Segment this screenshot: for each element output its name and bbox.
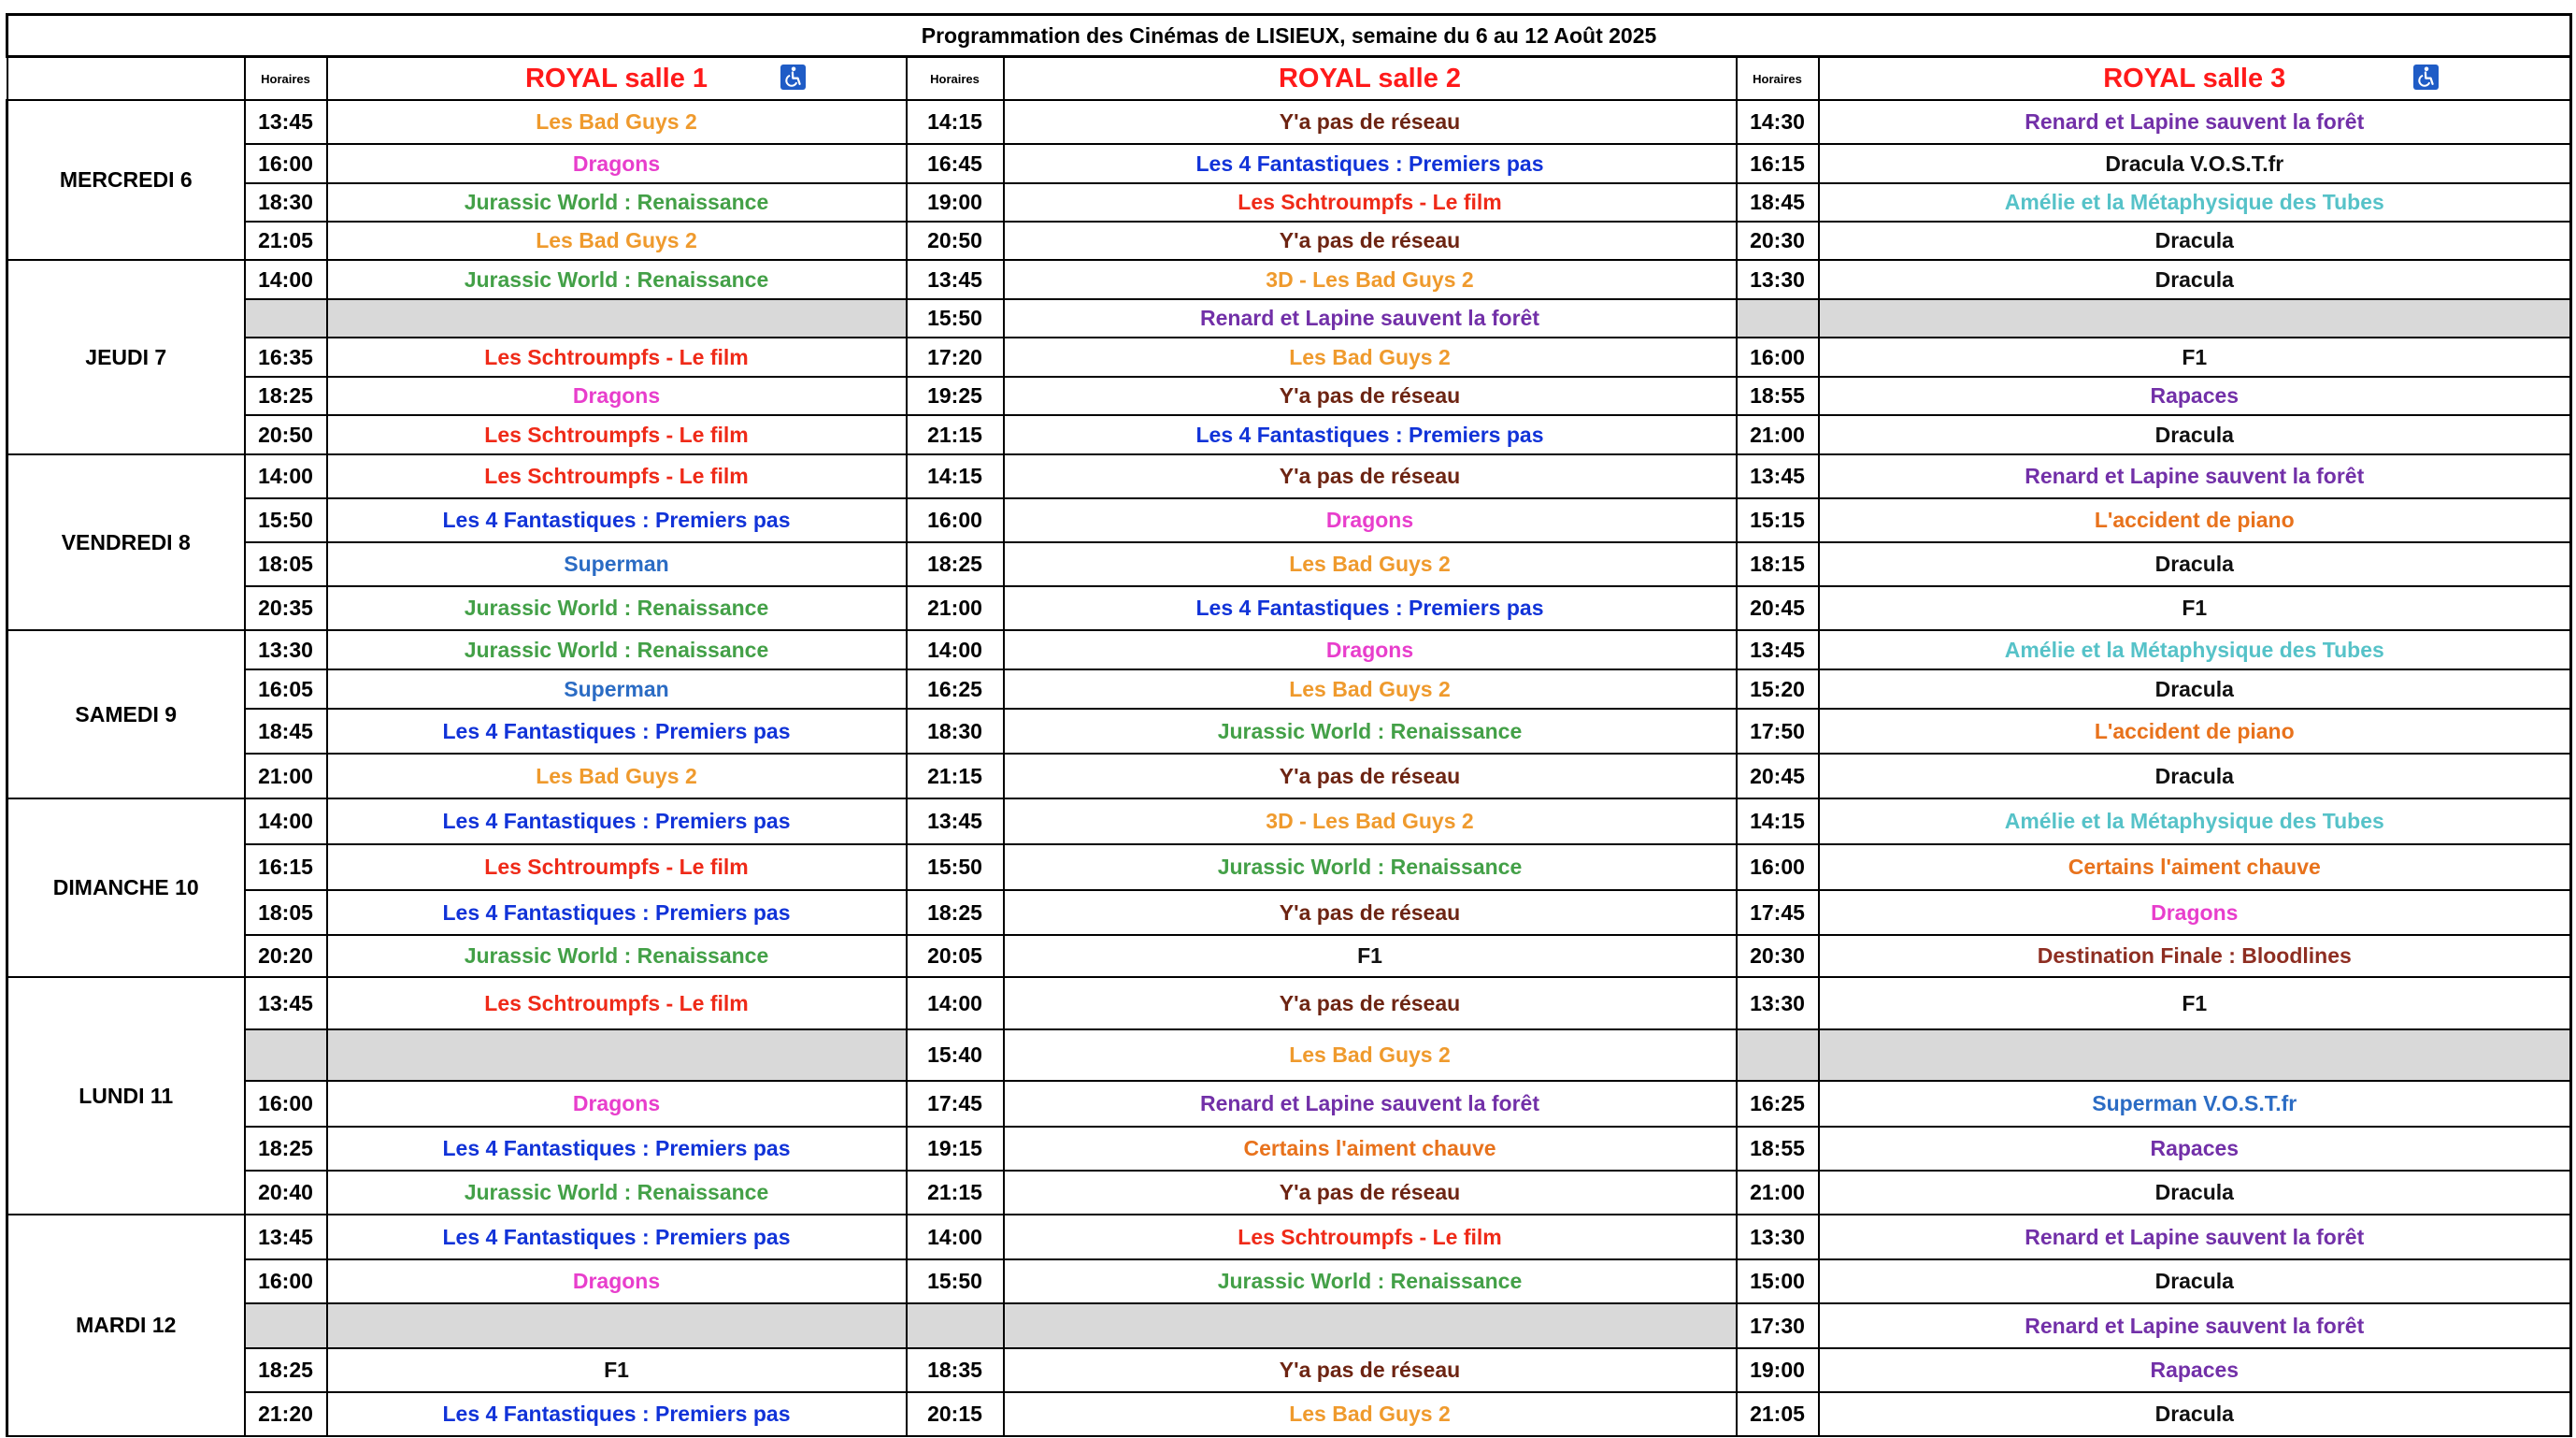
- film-title: Dracula: [1819, 542, 2571, 586]
- showtime-time: 21:20: [245, 1392, 327, 1436]
- film-title: [327, 299, 907, 338]
- showtime-time: 21:05: [1737, 1392, 1819, 1436]
- showtime-time: 16:15: [1737, 144, 1819, 183]
- showtime-time: [245, 1029, 327, 1081]
- showtime-time: 20:45: [1737, 754, 1819, 798]
- film-title: Superman: [327, 542, 907, 586]
- film-title: Y'a pas de réseau: [1004, 1348, 1737, 1392]
- table-row: [7, 260, 2571, 299]
- showtime-time: 15:20: [1737, 669, 1819, 709]
- showtime-time: 21:05: [245, 222, 327, 260]
- film-title: Y'a pas de réseau: [1004, 377, 1737, 415]
- table-row: [7, 498, 2571, 542]
- showtime-time: 17:50: [1737, 709, 1819, 754]
- showtime-time: 18:05: [245, 890, 327, 935]
- showtime-time: 15:40: [907, 1029, 1004, 1081]
- showtime-time: 21:15: [907, 754, 1004, 798]
- showtime-time: 18:25: [907, 890, 1004, 935]
- film-title: Les Schtroumpfs - Le film: [1004, 1215, 1737, 1259]
- showtime-time: 18:25: [245, 1127, 327, 1171]
- film-title: Superman V.O.S.T.fr: [1819, 1081, 2571, 1127]
- film-title: Amélie et la Métaphysique des Tubes: [1819, 798, 2571, 844]
- table-row: [7, 299, 2571, 338]
- film-title: Jurassic World : Renaissance: [327, 586, 907, 630]
- film-title: Rapaces: [1819, 377, 2571, 415]
- film-title: L'accident de piano: [1819, 709, 2571, 754]
- showtime-time: 18:25: [907, 542, 1004, 586]
- film-title: Les 4 Fantastiques : Premiers pas: [327, 1215, 907, 1259]
- wheelchair-icon: [780, 65, 806, 90]
- showtime-time: 19:15: [907, 1127, 1004, 1171]
- showtime-time: 17:45: [1737, 890, 1819, 935]
- showtime-time: 14:00: [907, 977, 1004, 1029]
- showtime-time: 21:15: [907, 415, 1004, 454]
- film-title: Dragons: [327, 1081, 907, 1127]
- day-label: MERCREDI 6: [7, 100, 245, 260]
- film-title: Dragons: [327, 1259, 907, 1303]
- day-label: VENDREDI 8: [7, 454, 245, 630]
- table-row: [7, 586, 2571, 630]
- showtime-time: [1737, 1029, 1819, 1081]
- showtime-time: 16:05: [245, 669, 327, 709]
- showtime-time: 18:45: [245, 709, 327, 754]
- showtime-time: 16:00: [1737, 338, 1819, 377]
- film-title: L'accident de piano: [1819, 498, 2571, 542]
- showtime-time: [1737, 299, 1819, 338]
- showtime-time: 21:00: [1737, 415, 1819, 454]
- showtime-time: 18:35: [907, 1348, 1004, 1392]
- day-label: MARDI 12: [7, 1215, 245, 1436]
- film-title: Renard et Lapine sauvent la forêt: [1004, 1081, 1737, 1127]
- film-title: Renard et Lapine sauvent la forêt: [1004, 299, 1737, 338]
- film-title: Les Bad Guys 2: [327, 100, 907, 144]
- film-title: Jurassic World : Renaissance: [327, 935, 907, 977]
- showtime-time: [907, 1303, 1004, 1348]
- film-title: Les Schtroumpfs - Le film: [1004, 183, 1737, 222]
- showtime-time: [245, 299, 327, 338]
- table-row: [7, 415, 2571, 454]
- film-title: Y'a pas de réseau: [1004, 222, 1737, 260]
- film-title: Les Bad Guys 2: [1004, 338, 1737, 377]
- film-title: Dragons: [1819, 890, 2571, 935]
- schedule-table: [6, 13, 2572, 1437]
- showtime-time: 18:15: [1737, 542, 1819, 586]
- table-row: [7, 454, 2571, 498]
- table-row: [7, 1029, 2571, 1081]
- showtime-time: 18:05: [245, 542, 327, 586]
- film-title: Renard et Lapine sauvent la forêt: [1819, 100, 2571, 144]
- showtime-time: 20:15: [907, 1392, 1004, 1436]
- film-title: Renard et Lapine sauvent la forêt: [1819, 454, 2571, 498]
- showtime-time: 14:30: [1737, 100, 1819, 144]
- showtime-time: 20:20: [245, 935, 327, 977]
- film-title: Superman: [327, 669, 907, 709]
- table-row: [7, 935, 2571, 977]
- showtime-time: 16:00: [1737, 844, 1819, 890]
- showtime-time: 18:30: [907, 709, 1004, 754]
- film-title: Les Bad Guys 2: [327, 754, 907, 798]
- table-row: [7, 1171, 2571, 1215]
- showtime-time: 13:45: [907, 260, 1004, 299]
- film-title: Les 4 Fantastiques : Premiers pas: [327, 890, 907, 935]
- showtime-time: 20:05: [907, 935, 1004, 977]
- showtime-time: 18:55: [1737, 1127, 1819, 1171]
- day-label: SAMEDI 9: [7, 630, 245, 798]
- table-row: [7, 542, 2571, 586]
- film-title: Dracula: [1819, 669, 2571, 709]
- showtime-time: [245, 1303, 327, 1348]
- showtime-time: 17:20: [907, 338, 1004, 377]
- showtime-time: 14:00: [907, 630, 1004, 669]
- showtime-time: 13:45: [1737, 454, 1819, 498]
- film-title: F1: [1004, 935, 1737, 977]
- showtime-time: 20:30: [1737, 935, 1819, 977]
- showtime-time: 18:25: [245, 377, 327, 415]
- salle-2-title: ROYAL salle 2: [1278, 63, 1462, 93]
- showtime-time: 13:30: [1737, 1215, 1819, 1259]
- showtime-time: 16:25: [1737, 1081, 1819, 1127]
- showtime-time: 15:50: [907, 844, 1004, 890]
- film-title: Les 4 Fantastiques : Premiers pas: [327, 709, 907, 754]
- film-title: F1: [1819, 586, 2571, 630]
- showtime-time: 14:00: [907, 1215, 1004, 1259]
- film-title: 3D - Les Bad Guys 2: [1004, 798, 1737, 844]
- film-title: Jurassic World : Renaissance: [327, 630, 907, 669]
- showtime-time: 17:30: [1737, 1303, 1819, 1348]
- showtime-time: 21:00: [245, 754, 327, 798]
- film-title: [1819, 299, 2571, 338]
- salle-3-header: [1819, 57, 2571, 101]
- film-title: Les 4 Fantastiques : Premiers pas: [327, 498, 907, 542]
- film-title: Y'a pas de réseau: [1004, 890, 1737, 935]
- film-title: Y'a pas de réseau: [1004, 454, 1737, 498]
- film-title: Les Schtroumpfs - Le film: [327, 338, 907, 377]
- showtime-time: 14:15: [1737, 798, 1819, 844]
- showtime-time: 14:00: [245, 798, 327, 844]
- showtime-time: 14:00: [245, 454, 327, 498]
- film-title: Dracula: [1819, 1259, 2571, 1303]
- film-title: Dracula: [1819, 222, 2571, 260]
- table-row: [7, 222, 2571, 260]
- table-row: [7, 338, 2571, 377]
- day-label: LUNDI 11: [7, 977, 245, 1215]
- table-row: [7, 754, 2571, 798]
- film-title: Les Bad Guys 2: [1004, 1029, 1737, 1081]
- showtime-time: 21:00: [907, 586, 1004, 630]
- film-title: Jurassic World : Renaissance: [1004, 844, 1737, 890]
- film-title: Les Bad Guys 2: [1004, 1392, 1737, 1436]
- showtime-time: 20:50: [907, 222, 1004, 260]
- showtime-time: 19:00: [1737, 1348, 1819, 1392]
- table-row: [7, 890, 2571, 935]
- film-title: Les Schtroumpfs - Le film: [327, 977, 907, 1029]
- page-title: Programmation des Cinémas de LISIEUX, semaine du 6 au 12 Août 2025: [7, 15, 2571, 57]
- showtime-time: 21:15: [907, 1171, 1004, 1215]
- film-title: Les 4 Fantastiques : Premiers pas: [327, 798, 907, 844]
- film-title: Les Bad Guys 2: [327, 222, 907, 260]
- film-title: Y'a pas de réseau: [1004, 754, 1737, 798]
- film-title: [327, 1029, 907, 1081]
- table-row: [7, 1127, 2571, 1171]
- showtime-time: 15:00: [1737, 1259, 1819, 1303]
- film-title: Renard et Lapine sauvent la forêt: [1819, 1303, 2571, 1348]
- showtime-time: 18:25: [245, 1348, 327, 1392]
- film-title: Amélie et la Métaphysique des Tubes: [1819, 630, 2571, 669]
- day-label: DIMANCHE 10: [7, 798, 245, 977]
- day-label: JEUDI 7: [7, 260, 245, 454]
- film-title: F1: [1819, 977, 2571, 1029]
- table-row: [7, 844, 2571, 890]
- showtime-time: 18:55: [1737, 377, 1819, 415]
- header-row: [7, 57, 2571, 101]
- film-title: Amélie et la Métaphysique des Tubes: [1819, 183, 2571, 222]
- showtime-time: 20:50: [245, 415, 327, 454]
- film-title: Renard et Lapine sauvent la forêt: [1819, 1215, 2571, 1259]
- horaires-header-2: Horaires: [907, 57, 1004, 101]
- film-title: Y'a pas de réseau: [1004, 1171, 1737, 1215]
- table-row: [7, 1259, 2571, 1303]
- header-corner: [7, 57, 245, 101]
- film-title: Dragons: [327, 144, 907, 183]
- showtime-time: 13:45: [1737, 630, 1819, 669]
- film-title: Les Bad Guys 2: [1004, 669, 1737, 709]
- showtime-time: 19:25: [907, 377, 1004, 415]
- film-title: Dracula: [1819, 754, 2571, 798]
- showtime-time: 13:45: [245, 1215, 327, 1259]
- film-title: Les 4 Fantastiques : Premiers pas: [327, 1392, 907, 1436]
- showtime-time: 20:45: [1737, 586, 1819, 630]
- showtime-time: 16:00: [245, 1259, 327, 1303]
- film-title: Les 4 Fantastiques : Premiers pas: [327, 1127, 907, 1171]
- showtime-time: 13:30: [1737, 260, 1819, 299]
- film-title: [1819, 1029, 2571, 1081]
- table-row: [7, 1392, 2571, 1436]
- wheelchair-icon: [2413, 65, 2439, 90]
- film-title: Les Bad Guys 2: [1004, 542, 1737, 586]
- showtime-time: 15:50: [245, 498, 327, 542]
- table-row: [7, 630, 2571, 669]
- salle-1-header: [327, 57, 907, 101]
- showtime-time: 20:40: [245, 1171, 327, 1215]
- film-title: [327, 1303, 907, 1348]
- film-title: Dragons: [1004, 498, 1737, 542]
- film-title: Les 4 Fantastiques : Premiers pas: [1004, 586, 1737, 630]
- film-title: Les Schtroumpfs - Le film: [327, 415, 907, 454]
- table-row: [7, 144, 2571, 183]
- showtime-time: 15:50: [907, 299, 1004, 338]
- salle-3-title: ROYAL salle 3: [2103, 63, 2286, 93]
- showtime-time: 20:35: [245, 586, 327, 630]
- showtime-time: 18:30: [245, 183, 327, 222]
- film-title: Certains l'aiment chauve: [1819, 844, 2571, 890]
- showtime-time: 16:15: [245, 844, 327, 890]
- showtime-time: 16:35: [245, 338, 327, 377]
- showtime-time: 14:00: [245, 260, 327, 299]
- film-title: [1004, 1303, 1737, 1348]
- table-row: [7, 709, 2571, 754]
- showtime-time: 16:45: [907, 144, 1004, 183]
- film-title: Certains l'aiment chauve: [1004, 1127, 1737, 1171]
- showtime-time: 16:00: [245, 144, 327, 183]
- film-title: 3D - Les Bad Guys 2: [1004, 260, 1737, 299]
- table-row: [7, 977, 2571, 1029]
- film-title: Jurassic World : Renaissance: [1004, 1259, 1737, 1303]
- film-title: Dragons: [1004, 630, 1737, 669]
- film-title: Dracula: [1819, 260, 2571, 299]
- showtime-time: 17:45: [907, 1081, 1004, 1127]
- film-title: Y'a pas de réseau: [1004, 977, 1737, 1029]
- showtime-time: 13:30: [1737, 977, 1819, 1029]
- film-title: F1: [327, 1348, 907, 1392]
- film-title: Jurassic World : Renaissance: [327, 260, 907, 299]
- film-title: Dragons: [327, 377, 907, 415]
- table-row: [7, 1081, 2571, 1127]
- table-row: [7, 798, 2571, 844]
- film-title: Rapaces: [1819, 1348, 2571, 1392]
- film-title: Jurassic World : Renaissance: [327, 183, 907, 222]
- showtime-time: 13:45: [245, 977, 327, 1029]
- film-title: Dracula: [1819, 1392, 2571, 1436]
- film-title: F1: [1819, 338, 2571, 377]
- film-title: Rapaces: [1819, 1127, 2571, 1171]
- showtime-time: 15:50: [907, 1259, 1004, 1303]
- showtime-time: 16:00: [907, 498, 1004, 542]
- salle-2-header: [1004, 57, 1737, 101]
- table-row: [7, 1215, 2571, 1259]
- film-title: Les 4 Fantastiques : Premiers pas: [1004, 144, 1737, 183]
- showtime-time: 14:15: [907, 100, 1004, 144]
- film-title: Les Schtroumpfs - Le film: [327, 844, 907, 890]
- showtime-time: 16:25: [907, 669, 1004, 709]
- film-title: Les Schtroumpfs - Le film: [327, 454, 907, 498]
- salle-1-title: ROYAL salle 1: [524, 63, 708, 93]
- table-row: [7, 1303, 2571, 1348]
- film-title: Destination Finale : Bloodlines: [1819, 935, 2571, 977]
- showtime-time: 18:45: [1737, 183, 1819, 222]
- showtime-time: 19:00: [907, 183, 1004, 222]
- showtime-time: 20:30: [1737, 222, 1819, 260]
- film-title: Dracula V.O.S.T.fr: [1819, 144, 2571, 183]
- film-title: Dracula: [1819, 415, 2571, 454]
- film-title: Jurassic World : Renaissance: [1004, 709, 1737, 754]
- showtime-time: 13:30: [245, 630, 327, 669]
- horaires-header-1: Horaires: [245, 57, 327, 101]
- showtime-time: 16:00: [245, 1081, 327, 1127]
- showtime-time: 13:45: [245, 100, 327, 144]
- table-row: [7, 669, 2571, 709]
- showtime-time: 15:15: [1737, 498, 1819, 542]
- showtime-time: 21:00: [1737, 1171, 1819, 1215]
- showtime-time: 13:45: [907, 798, 1004, 844]
- film-title: Y'a pas de réseau: [1004, 100, 1737, 144]
- showtime-time: 14:15: [907, 454, 1004, 498]
- table-row: [7, 100, 2571, 144]
- table-row: [7, 183, 2571, 222]
- film-title: Jurassic World : Renaissance: [327, 1171, 907, 1215]
- horaires-header-3: Horaires: [1737, 57, 1819, 101]
- film-title: Dracula: [1819, 1171, 2571, 1215]
- table-row: [7, 1348, 2571, 1392]
- film-title: Les 4 Fantastiques : Premiers pas: [1004, 415, 1737, 454]
- table-row: [7, 377, 2571, 415]
